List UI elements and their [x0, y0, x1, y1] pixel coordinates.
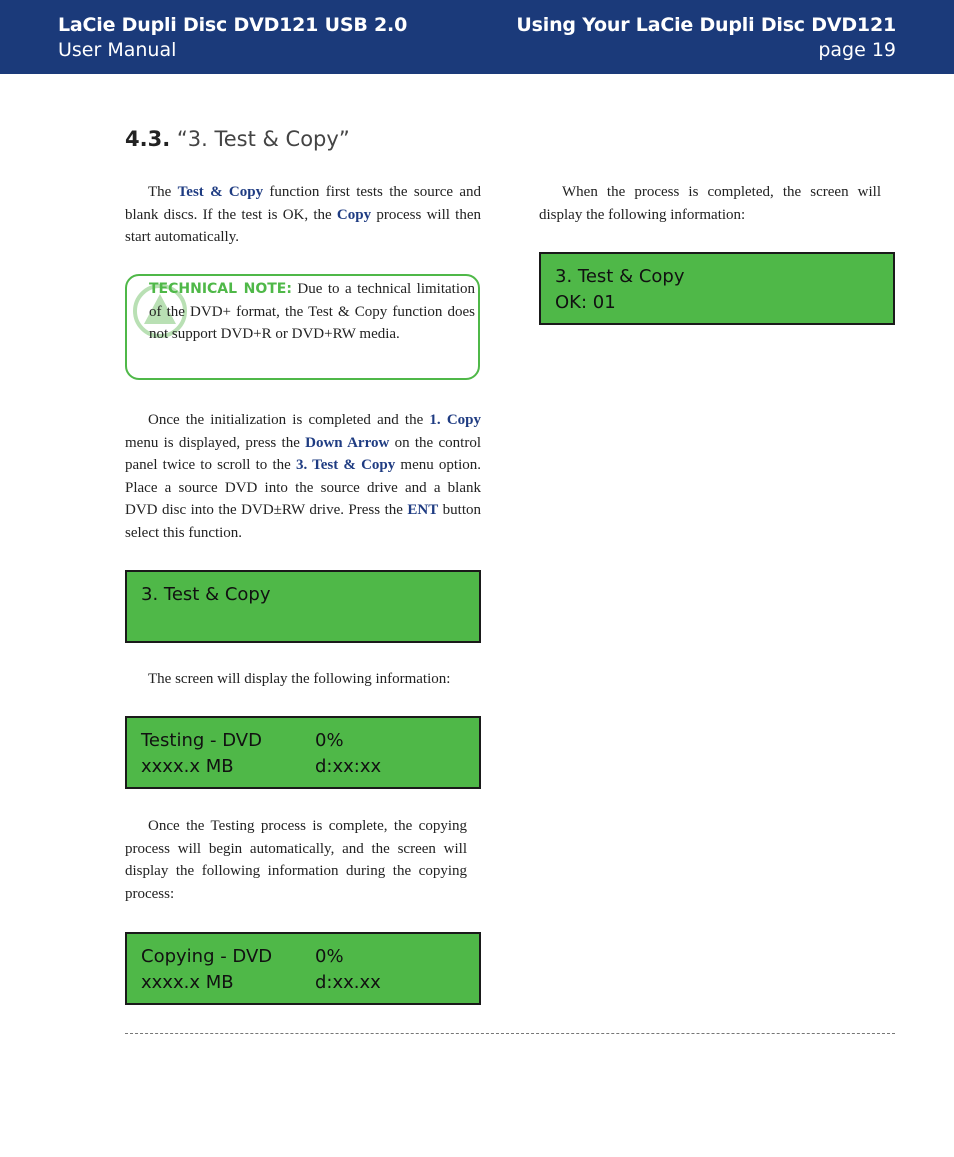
chapter-title: Using Your LaCie Dupli Disc DVD121 [516, 14, 896, 36]
header-right [516, 12, 896, 62]
instr-text-3: on the control panel twice to scroll to the [125, 434, 481, 473]
technical-note-box [125, 274, 480, 380]
technical-note-text [149, 278, 475, 346]
lcd-copying-size: xxxx.x MB [141, 972, 234, 993]
intro-text-3: process will then start automatically. [125, 206, 481, 245]
instr-keyword-copy: 1. Copy [429, 412, 481, 428]
intro-keyword-test-copy: Test & Copy [177, 184, 264, 200]
instructions-paragraph [125, 409, 481, 544]
header-left [58, 12, 407, 62]
product-name: LaCie Dupli Disc DVD121 USB 2.0 [58, 14, 408, 36]
completed-text: When the process is completed, the screen will display the following information: [539, 184, 881, 223]
page-number: page 19 [818, 39, 896, 61]
copying-paragraph [125, 815, 467, 905]
document-type: User Manual [58, 39, 177, 61]
lcd-testing-label: Testing - DVD [141, 730, 262, 751]
instr-text-5: button select this function. [125, 502, 481, 541]
instr-keyword-test-copy: 3. Test & Copy [295, 457, 396, 473]
lcd-screen-copying [125, 932, 481, 1005]
lcd-copying-time: d:xx.xx [315, 972, 381, 993]
lcd-line-1: 3. Test & Copy [141, 584, 271, 605]
lcd-testing-size: xxxx.x MB [141, 756, 234, 777]
intro-paragraph [125, 181, 481, 249]
section-number: 4.3. [125, 127, 171, 151]
lcd-screen-testing [125, 716, 481, 789]
lcd-copying-label: Copying - DVD [141, 946, 273, 967]
instr-text-1: Once the initialization is completed and the [148, 412, 430, 428]
intro-text-1: The [148, 184, 178, 200]
instr-keyword-down-arrow: Down Arrow [305, 434, 390, 451]
instr-keyword-ent: ENT [407, 502, 439, 518]
page-header [0, 0, 954, 74]
lcd-complete-line-1: 3. Test & Copy [555, 266, 685, 287]
intro-text-2: function first tests the source and blank discs. If the test is OK, the [125, 184, 481, 223]
screen-display-text: The screen will display the following information: [148, 671, 451, 687]
lcd-screen-menu [125, 570, 481, 643]
technical-note-body: Due to a technical limitation of the DVD+ format, the Test & Copy function does not support DVD+R or DVD+RW media. [149, 281, 476, 342]
lcd-screen-complete [539, 252, 895, 325]
instr-text-2: menu is displayed, press the [125, 434, 306, 451]
lcd-testing-percent: 0% [315, 730, 344, 751]
technical-note-label: TECHNICAL NOTE: [149, 281, 292, 297]
lcd-copying-percent: 0% [315, 946, 344, 967]
lcd-complete-line-2: OK: 01 [555, 292, 616, 313]
page-divider [125, 1033, 895, 1034]
lcd-testing-time: d:xx:xx [315, 756, 382, 777]
screen-display-paragraph [125, 668, 481, 691]
instr-text-4: menu option. Place a source DVD into the source drive and a blank DVD disc into the DVD±RW drive. Press the [125, 457, 481, 518]
section-title: “3. Test & Copy” [176, 127, 350, 151]
intro-keyword-copy: Copy [336, 206, 372, 223]
copying-text: Once the Testing process is complete, the copying process will begin automatically, and the screen will display the following information during the copying process: [125, 818, 467, 902]
completed-paragraph [539, 181, 881, 226]
section-heading [125, 127, 350, 151]
